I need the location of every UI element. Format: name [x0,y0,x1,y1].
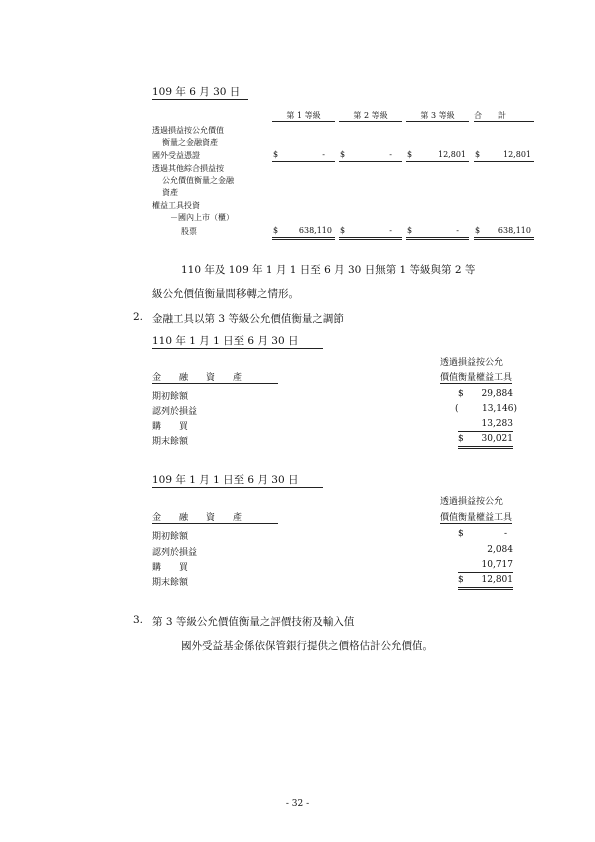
t3-row-label: 期末餘額 [152,578,189,588]
t2-col-header-a: 透過損益按公允 [440,358,504,368]
section3-title: 第 3 等級公允價值衡量之評價技術及輸入值 [152,616,355,628]
t2-row-label: 認列於損益 [152,407,198,417]
t1-row1-label-a: 透過損益按公允價值 [152,126,224,135]
t1-header-level2: 第 2 等級 [339,110,402,122]
t3-label-header: 金 融 資 產 [152,510,278,524]
t1-row6-cell3: $ - [406,226,469,240]
section2-number: 2. [133,311,144,323]
t3-row-value: $ - [458,529,507,539]
t1-row6-label: 股票 [181,227,197,236]
t1-row2-cell3: $ 12,801 [406,150,469,162]
t2-col-header-b: 價值衡量權益工具 [440,370,512,384]
t1-row1-label-b: 衡量之金融資產 [162,138,218,147]
t3-row-label: 期初餘額 [152,532,189,542]
t3-row-label: 認列於損益 [152,548,198,558]
t2-row-value: 13,283 [458,419,513,432]
t1-title: 109 年 6 月 30 日 [152,84,248,100]
t1-row5-label: －國內上市（櫃） [170,213,234,222]
t1-row3-label-a: 透過其他綜合損益按 [152,164,224,173]
t1-header-level3: 第 3 等級 [406,110,469,122]
t1-row4-label: 權益工具投資 [152,201,200,210]
t3-title: 109 年 1 月 1 日至 6 月 30 日 [152,472,323,488]
t3-row-label: 購 買 [152,563,189,573]
t1-row2-cell1: $ - [272,150,335,162]
t2-title: 110 年 1 月 1 日至 6 月 30 日 [152,333,323,349]
para2: 國外受益基金係依保管銀行提供之價格估計公允價值。 [181,640,433,652]
t1-row2-label: 國外受益憑證 [152,151,200,160]
t3-row-value: 10,717 [458,560,513,573]
t1-row2-cell4: $ 12,801 [474,150,534,162]
t3-row-value: $ 12,801 [458,575,513,590]
t2-row-label: 期初餘額 [152,392,189,402]
t1-row6-cell1: $ 638,110 [272,226,335,240]
t2-row-value: $ 29,884 [458,389,513,399]
section2-title: 金融工具以第 3 等級公允價值衡量之調節 [152,313,344,325]
t2-row-value: $ 30,021 [458,434,513,449]
para1-line1: 110 年及 109 年 1 月 1 日至 6 月 30 日無第 1 等級與第 2 等 [181,264,476,276]
t3-col-header-a: 透過損益按公允 [440,497,504,507]
t3-row-value: 2,084 [487,545,513,555]
t1-row6-cell4: $ 638,110 [474,226,534,240]
t2-row-label: 期末餘額 [152,437,189,447]
para1-line2: 級公允價值衡量間移轉之情形。 [152,288,299,300]
t1-row3-label-c: 資產 [162,188,178,197]
t1-row3-label-b: 公允價值衡量之金融 [162,176,234,185]
t2-label-header: 金 融 資 產 [152,370,278,384]
t1-row2-cell2: $ - [339,150,402,162]
section3-number: 3. [133,614,144,626]
t2-row-value: ( 13,146) [455,404,517,414]
t3-col-header-b: 價值衡量權益工具 [440,510,512,524]
page-number: - 32 - [285,799,310,809]
t2-row-label: 購 買 [152,422,189,432]
t1-row6-cell2: $ - [339,226,402,240]
t1-header-level1: 第 1 等級 [272,110,335,122]
t1-header-total: 合 計 [474,110,534,122]
